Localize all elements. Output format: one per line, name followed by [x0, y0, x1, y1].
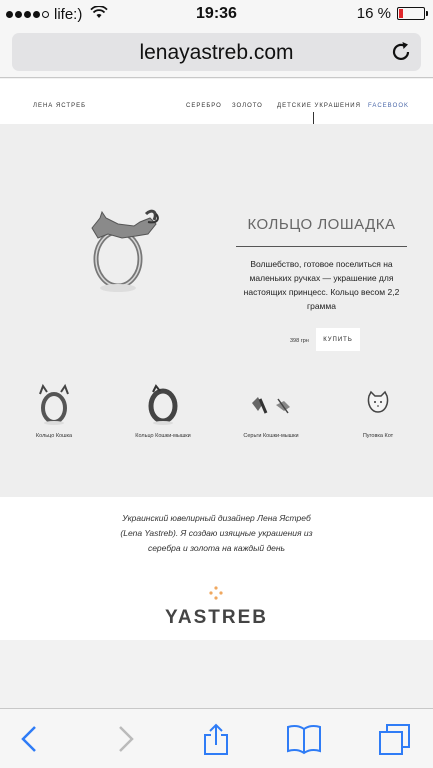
back-icon[interactable]: [15, 723, 47, 755]
related-item[interactable]: [333, 379, 423, 439]
cat-ring-image[interactable]: [9, 379, 99, 429]
nav-silver[interactable]: СЕРЕБРО: [186, 103, 222, 109]
buy-button[interactable]: КУПИТЬ: [316, 328, 360, 351]
bookmarks-icon[interactable]: [286, 723, 318, 755]
title-divider: [236, 246, 407, 247]
url-text[interactable]: lenayastreb.com: [139, 41, 294, 64]
related-item-label[interactable]: Пуговка Кот: [362, 433, 394, 439]
battery-percentage: 16 %: [356, 5, 391, 22]
address-bar[interactable]: [12, 33, 421, 71]
share-icon[interactable]: [200, 723, 232, 755]
product-price: 398 грн: [290, 338, 309, 344]
product-hero: [0, 124, 433, 497]
browser-toolbar: [0, 708, 433, 768]
related-item-label[interactable]: Кольцо Кошки-мышки: [135, 433, 191, 439]
carrier-name: life:): [54, 6, 83, 23]
cat-mouse-earrings-image[interactable]: [226, 379, 316, 429]
clock: 19:36: [196, 5, 237, 22]
product-title: КОЛЬЦО ЛОШАДКА: [247, 216, 396, 233]
yastreb-logo[interactable]: YASTREB: [164, 607, 269, 628]
cat-mouse-ring-image[interactable]: [118, 379, 208, 429]
site-header: [0, 79, 433, 124]
cat-button-image[interactable]: [333, 379, 423, 429]
about-text: Украинский ювелирный дизайнер Лена Ястреб (Lena Yastreb). Я создаю изящные украшения из серебра и золота на каждый день: [120, 513, 313, 553]
nav-gold[interactable]: ЗОЛОТО: [232, 103, 263, 109]
forward-icon[interactable]: [108, 723, 140, 755]
related-item-label[interactable]: Кольцо Кошка: [35, 433, 73, 439]
product-description: Волшебство, готовое поселиться на маленьких ручках — украшение для настоящих принцесс. Кольцо весом 2,2 грамма: [243, 259, 400, 311]
related-item-label[interactable]: Серьги Кошки-мышки: [243, 433, 299, 439]
nav-kids[interactable]: ДЕТСКИЕ УКРАШЕНИЯ: [277, 103, 361, 109]
browser-address-area: [0, 30, 433, 78]
related-item[interactable]: [226, 379, 316, 439]
related-item[interactable]: [118, 379, 208, 439]
nav-facebook[interactable]: FACEBOOK: [368, 103, 410, 109]
about-section: [0, 497, 433, 640]
battery-icon: [397, 7, 425, 20]
site-brand[interactable]: ЛЕНА ЯСТРЕБ: [33, 103, 87, 109]
status-bar: [0, 0, 433, 30]
logo-ornament-icon: [208, 586, 224, 605]
related-item[interactable]: [9, 379, 99, 439]
tabs-icon[interactable]: [378, 723, 410, 755]
horse-ring-image[interactable]: [78, 204, 168, 301]
reload-icon[interactable]: [389, 40, 413, 64]
page-footer-area: [0, 640, 433, 708]
